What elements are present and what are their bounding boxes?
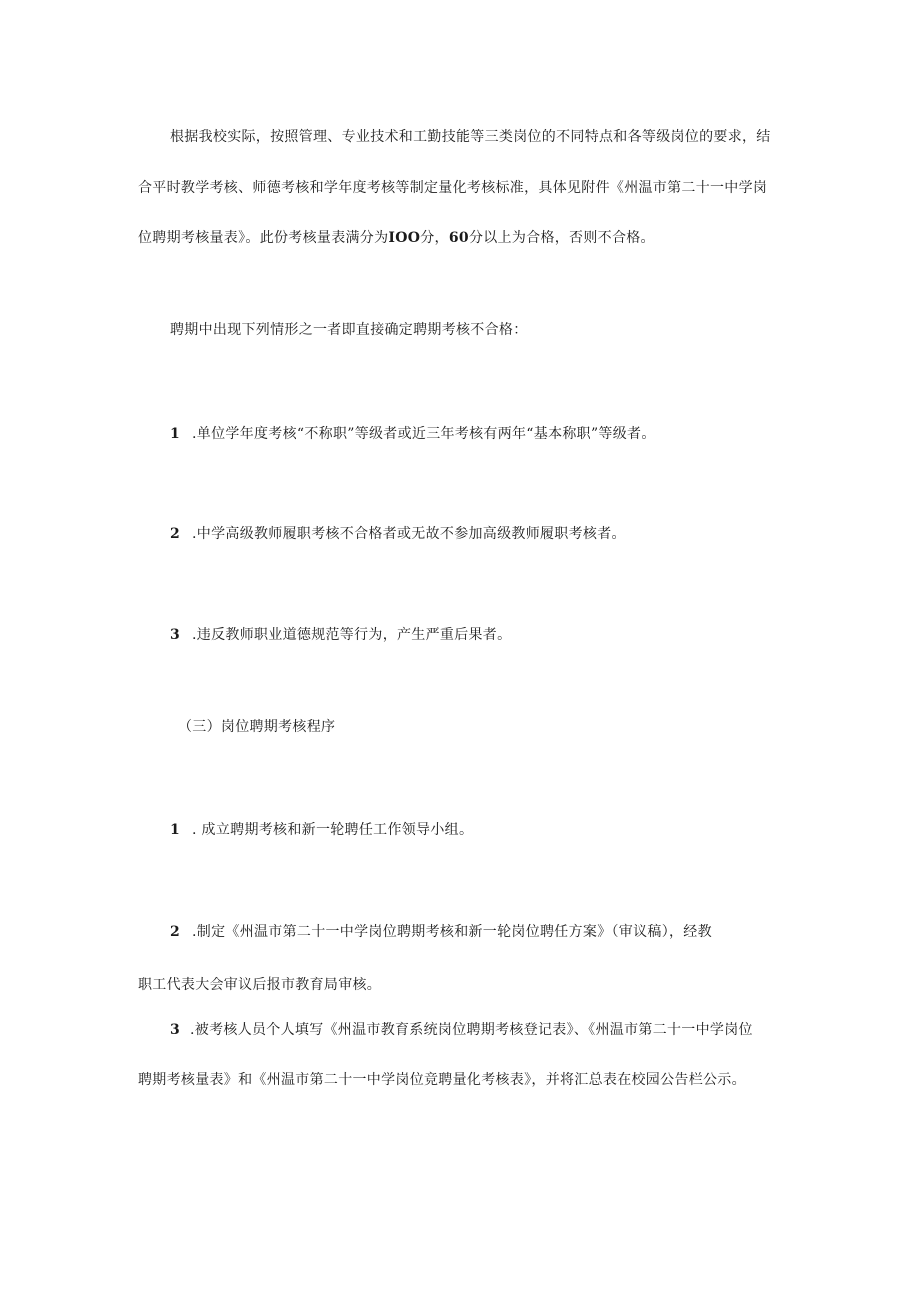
list1-item-1-text: .单位学年度考核“不称职”等级者或近三年考核有两年“基本称职”等级者。	[192, 426, 656, 442]
para2: 聘期中出现下列情形之一者即直接确定聘期考核不合格：	[170, 322, 528, 338]
para1-line3	[138, 228, 655, 248]
para1-full-score: IOO	[388, 230, 421, 246]
list1-item-3-number: 3	[170, 627, 181, 643]
section-heading: （三）岗位聘期考核程序	[178, 719, 336, 735]
para1-line3-e: 分以上为合格，否则不合格。	[468, 230, 655, 246]
list1-item-3-text: .违反教师职业道德规范等行为，产生严重后果者。	[192, 627, 512, 643]
para1-line3-c: 分，	[420, 230, 449, 246]
list1-item-1	[170, 424, 656, 444]
list2-item-2-text: .制定《州温市第二十一中学岗位聘期考核和新一轮岗位聘任方案》（审议稿），经教	[192, 924, 712, 940]
list1-item-1-number: 1	[170, 426, 181, 442]
list2-item-2-line2: 职工代表大会审议后报市教育局审核。	[138, 977, 382, 993]
list1-item-2	[170, 524, 626, 544]
list1-item-2-text: .中学高级教师履职考核不合格者或无故不参加高级教师履职考核者。	[192, 526, 626, 542]
para1-line3-a: 位聘期考核量表》。此份考核量表满分为	[138, 230, 389, 246]
para1-pass-score: 60	[448, 230, 469, 246]
list2-item-1-text: . 成立聘期考核和新一轮聘任工作领导小组。	[192, 822, 474, 838]
list2-item-3-number: 3	[170, 1022, 181, 1038]
list1-item-2-number: 2	[170, 526, 181, 542]
list2-item-3-line1	[170, 1020, 753, 1040]
list2-item-3-text: .被考核人员个人填写《州温市教育系统岗位聘期考核登记表》、《州温市第二十一中学岗位	[190, 1022, 753, 1038]
list1-item-3	[170, 625, 511, 645]
list2-item-2-line1	[170, 922, 712, 942]
list2-item-1	[170, 820, 473, 840]
para1-line1: 根据我校实际，按照管理、专业技术和工勤技能等三类岗位的不同特点和各等级岗位的要求，结	[170, 129, 771, 145]
list2-item-1-number: 1	[170, 822, 181, 838]
list2-item-2-number: 2	[170, 924, 181, 940]
para1-line2: 合平时教学考核、师德考核和学年度考核等制定量化考核标准，具体见附件《州温市第二十一中学岗	[138, 180, 768, 196]
list2-item-3-line2: 聘期考核量表》和《州温市第二十一中学岗位竞聘量化考核表》，并将汇总表在校园公告栏公示。	[138, 1072, 746, 1088]
